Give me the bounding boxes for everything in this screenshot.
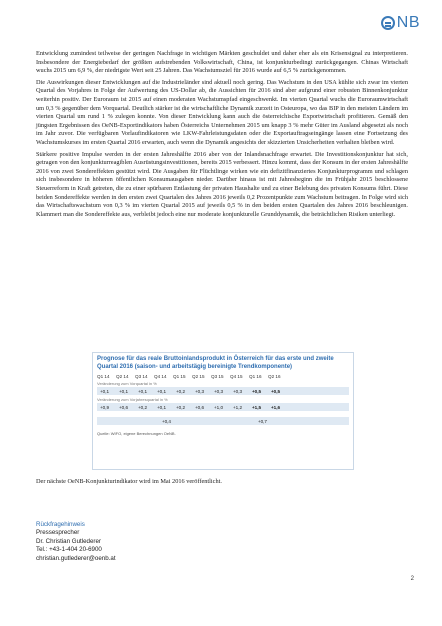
table-cell: +0,1 [157, 404, 167, 410]
body-text [36, 50, 408, 222]
contact-block [36, 521, 116, 563]
table-cell-forecast: +1,6 [271, 404, 281, 410]
table-header-row [97, 374, 349, 379]
paragraph: Entwicklung zumindest teilweise der geringen Nachfrage in wichtigen Märkten geschuldet und daher eher als ein Krisensignal zu interpretieren. Insbesondere der Energiebedarf der größten aufstrebenden Volkswirtschaft, China, ist konjunkturbedingt zurückgegangen. Chinas Wirtschaft wuchs 2015 um 6,9 %, der niedrigste Wert seit 25 Jahren. Das Wachstumsziel für 2016 wurde auf 6,5 % zurückgenommen. [36, 50, 408, 75]
table-row-yoy [97, 403, 349, 411]
table-cell: +0,2 [176, 404, 186, 410]
contact-email[interactable]: christian.gutlederer@oenb.at [36, 554, 116, 562]
contact-role: Pressesprecher [36, 529, 80, 537]
table-row-annual [97, 417, 349, 425]
gdp-forecast-table [92, 352, 354, 470]
column-header: Q1 16 [249, 374, 262, 380]
row-label-qoq: Veränderung zum Vorquartal in % [97, 381, 157, 387]
contact-phone: Tel.: +43-1-404 20-6900 [36, 546, 102, 554]
column-header: Q4 15 [230, 374, 243, 380]
table-title: Prognose für das reale Bruttoinlandsprodukt in Österreich für das erste und zweite Quartal 2016 (saison- und arbeitstägig bereinigte Trendkomponente) [97, 356, 334, 370]
table-row-qoq [97, 387, 349, 395]
table-cell: +0,1 [157, 388, 167, 394]
column-header: Q2 16 [268, 374, 281, 380]
table-cell: +0,2 [138, 404, 148, 410]
contact-heading: Rückfragehinweis [36, 521, 85, 528]
table-source: Quelle: WIFO, eigene Berechnungen OeNB. [97, 431, 176, 437]
column-header: Q2 15 [192, 374, 205, 380]
closing-sentence: Der nächste OeNB-Konjunkturindikator wird im Mai 2016 veröffentlicht. [36, 478, 222, 485]
table-cell: +0,3 [214, 388, 224, 394]
paragraph: Die Auswirkungen dieser Entwicklungen auf die Industrieländer sind aktuell noch gering. Das Wachstum in den USA kühlte sich zwar im vierten Quartal des Vorjahres in Folge der Aufwertung des US-Dollar ab, die Aussichten für 2016 sind aber aufgrund einer robusten Binnenkonjunktur weiterhin positiv. Der Euroraum ist 2015 auf einen moderaten Wachstumspfad eingeschwenkt. Im vierten Quartal wuchs die Euroraumwirtschaft um 0,3 % gegenüber dem Vorquartal. Deutlich stärker ist die wirtschaftliche Dynamik zurzeit in Osteuropa, wo das BIP in den meisten Ländern im vierten Quartal um rund 1 % zulegen konnte. Von dieser Entwicklung kann auch die österreichische Exportwirtschaft profitieren. Gemäß den jüngsten Ergebnissen des OeNB-Exportindikators haben Österreichs Unternehmen 2015 um knapp 3 % mehr Güter im Ausland abgesetzt als noch im Jahr zuvor. Die verfügbaren Vorlaufindikatoren wie LKW-Fahrleistungsdaten oder die Exportauftragseingänge lassen eine Fortsetzung des Wachstumskurses im ersten Quartal 2016 erwarten, auch wenn die Dynamik angesichts der skizzierten Unsicherheiten verhalten bleiben wird. [36, 78, 408, 146]
table-cell-forecast: +0,5 [252, 388, 262, 394]
paragraph: Stärkere positive Impulse werden in der ersten Jahreshälfte 2016 aber von der Inlandsnachfrage erwartet. Die Investitionskonjunktur hat sich, getragen von den konjunkturreagiblen Ausrüstungsinvestitionen, bereits 2015 verbessert. Hinzu kommt, dass der Konsum in der ersten Jahreshälfte 2016 von zwei Sondereffekten gestützt wird. Die Ausgaben für Flüchtlinge wirken wie ein defizitfinanziertes Konjunkturprogramm und schlagen sich insbesondere in höheren öffentlichen Konsumausgaben nieder. Darüber hinaus ist mit Jahresbeginn die im Frühjahr 2015 beschlossene Steuerreform in Kraft getreten, die zu einer spürbaren Entlastung der privaten Haushalte und zu einer Belebung des privaten Konsums führt. Diese beiden Sondereffekte werden in den ersten zwei Quartalen des Jahres 2016 jeweils 0,2 Prozentpunkte zum Wachstum beitragen. In Folge wird sich das Wirtschaftswachstum von 0,3 % im vierten Quartal 2015 auf jeweils 0,5 % in den beiden ersten Quartalen des Jahres 2016 beschleunigen. Klammert man die Sondereffekte aus, verbleibt jedoch eine nur moderate konjunkturelle Grunddynamik, die beträchtlichen Risiken unterliegt. [36, 150, 408, 218]
table-cell: +0,9 [100, 404, 110, 410]
row-label-yoy: Veränderung zum Vorjahresquartal in % [97, 397, 168, 403]
column-header: Q3 15 [211, 374, 224, 380]
table-cell: +1,2 [233, 404, 243, 410]
table-cell: +0,1 [100, 388, 110, 394]
oenb-logo [381, 14, 420, 32]
table-cell: +1,0 [214, 404, 224, 410]
table-cell-forecast: +1,5 [252, 404, 262, 410]
column-header: Q3 14 [135, 374, 148, 380]
table-cell: +0,1 [119, 388, 129, 394]
page-number: 2 [410, 576, 414, 582]
annual-value-2015: +0,7 [257, 418, 267, 424]
table-cell-forecast: +0,5 [271, 388, 281, 394]
column-header: Q1 14 [97, 374, 110, 380]
oenb-logo-text: NB [396, 14, 420, 31]
table-cell: +0,3 [195, 388, 205, 394]
oenb-logo-mark-icon [381, 16, 395, 30]
column-header: Q1 15 [173, 374, 186, 380]
column-header: Q2 14 [116, 374, 129, 380]
contact-name: Dr. Christian Gutlederer [36, 537, 101, 545]
annual-value-2014: +0,4 [161, 418, 171, 424]
table-cell: +0,6 [195, 404, 205, 410]
table-cell: +0,6 [119, 404, 129, 410]
column-header: Q4 14 [154, 374, 167, 380]
table-cell: +0,3 [233, 388, 243, 394]
table-cell: +0,2 [176, 388, 186, 394]
table-cell: +0,1 [138, 388, 148, 394]
